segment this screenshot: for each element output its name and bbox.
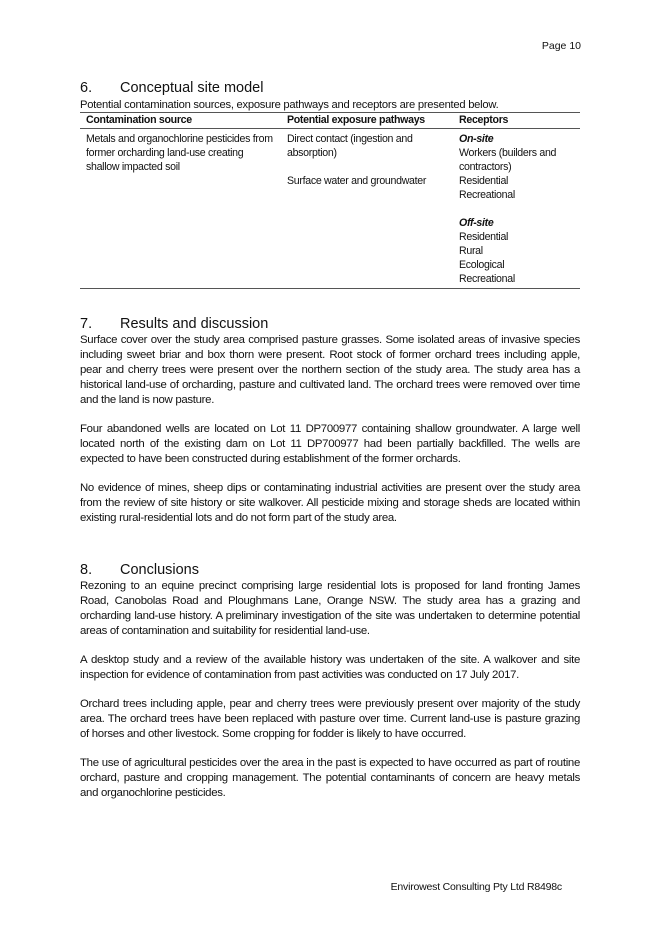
paragraph: The use of agricultural pesticides over the area in the past is expected to have occurred as part of routine orchard, pasture and cropping management. The potential contaminants of concern are heavy metals and organochlorine pesticides. (80, 757, 580, 799)
pathway-item: Surface water and groundwater (287, 175, 427, 187)
paragraph: No evidence of mines, sheep dips or contaminating industrial activities are present over the study area from the review of site history or site walkover. All pesticide mixing and storage sheds are located within existing rural-residential lots and do not form part of the study area. (80, 482, 580, 524)
contamination-source-cell: Metals and organochlorine pesticides from former orcharding land-use creating shallow impacted soil (80, 129, 281, 289)
section-8-heading (80, 562, 199, 578)
header-exposure-pathways: Potential exposure pathways (281, 113, 453, 129)
section-6-heading (80, 80, 263, 96)
receptor-item: Recreational (459, 189, 515, 201)
onsite-label: On-site (459, 133, 494, 145)
section-6-title: Conceptual site model (120, 80, 264, 96)
receptor-item: Residential (459, 231, 509, 243)
header-contamination-source: Contamination source (80, 113, 281, 129)
pathway-item: Direct contact (ingestion and absorption) (287, 133, 413, 159)
exposure-pathways-cell (281, 129, 453, 289)
receptor-item: Workers (builders and contractors) (459, 147, 557, 173)
section-6-number: 6. (80, 80, 93, 96)
paragraph: Orchard trees including apple, pear and cherry trees were previously present over majority of the study area. The orchard trees have been replaced with pasture over time. Current land-use is pasture grazing of horses and other livestock. Some cropping for fodder is likely to have occurred. (80, 698, 580, 740)
page-number: Page 10 (541, 40, 581, 52)
section-7-number: 7. (80, 316, 93, 332)
receptor-item: Ecological (459, 259, 505, 271)
receptors-cell (453, 129, 580, 289)
receptor-item: Rural (459, 245, 483, 257)
paragraph: A desktop study and a review of the available history was undertaken of the site. A walkover and site inspection for evidence of contamination from past activities was conducted on 17 July 2017. (80, 654, 580, 681)
paragraph: Rezoning to an equine precinct comprising large residential lots is proposed for land fronting James Road, Canobolas Road and Ploughmans Lane, Orange NSW. The study area has a grazing and orcharding land-use history. A preliminary investigation of the site was undertaken to determine potential areas of contamination and suitability for residential land-use. (80, 580, 580, 637)
header-receptors: Receptors (453, 113, 580, 129)
conceptual-site-model-table (80, 112, 580, 289)
footer-company-reference: Envirowest Consulting Pty Ltd R8498c (390, 881, 562, 893)
section-8-number: 8. (80, 562, 93, 578)
paragraph: Four abandoned wells are located on Lot 11 DP700977 containing shallow groundwater. A large well located north of the existing dam on Lot 11 DP700977 had been partially backfilled. The wells are expected to have been constructed during establishment of the former orchards. (80, 423, 580, 465)
table-row (80, 129, 580, 289)
offsite-label: Off-site (459, 217, 494, 229)
section-8-title: Conclusions (120, 562, 199, 578)
section-8-body (80, 579, 580, 815)
receptor-item: Residential (459, 175, 509, 187)
section-7-title: Results and discussion (120, 316, 269, 332)
section-6-intro: Potential contamination sources, exposure pathways and receptors are presented below. (80, 99, 499, 111)
section-7-heading (80, 316, 268, 332)
section-7-body (80, 333, 580, 540)
table-header-row (80, 113, 580, 129)
paragraph: Surface cover over the study area comprised pasture grasses. Some isolated areas of invasive species including sweet briar and box thorn were present. Root stock of former orchard trees including apple, pear and cherry trees were present over the northern section of the study area. The study area has a historical land-use of orcharding, pasture and cultivated land. The orchard trees were removed over time and the land is now pasture. (80, 334, 580, 406)
receptor-item: Recreational (459, 273, 515, 285)
